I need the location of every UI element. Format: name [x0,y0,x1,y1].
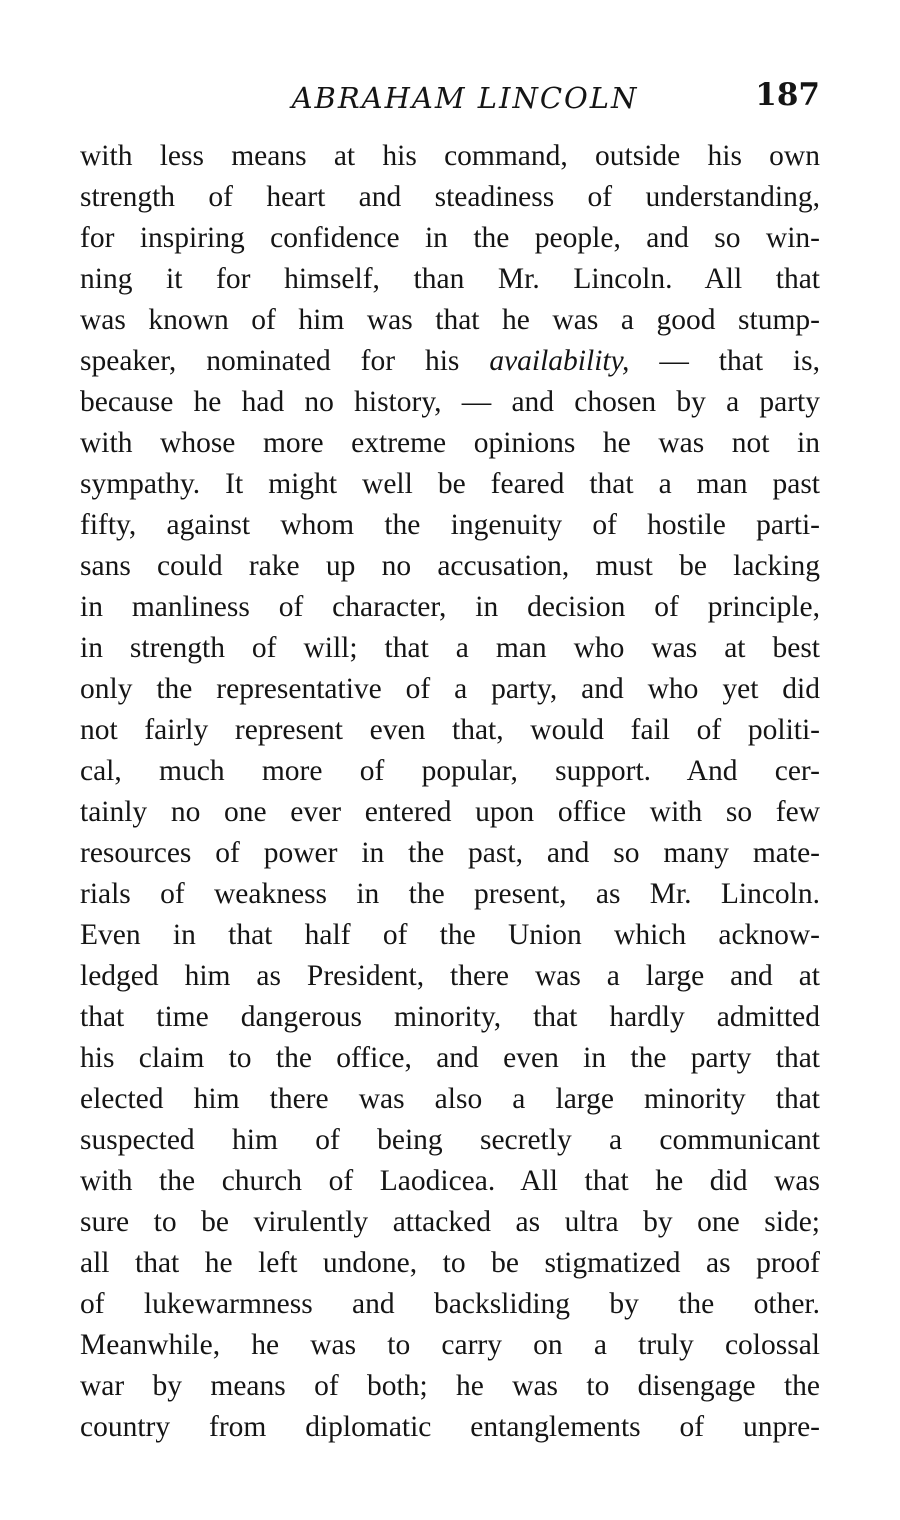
text-line: with the church of Laodicea. All that he did was [80,1165,820,1197]
text-line: for inspiring confidence in the people, and so win- [80,222,820,254]
text-line: strength of heart and steadiness of understanding, [80,181,820,213]
text-line: Even in that half of the Union which acknow- [80,919,820,951]
text-line: his claim to the office, and even in the party that [80,1042,820,1074]
text-line: of lukewarmness and backsliding by the other. [80,1288,820,1320]
text-segment: — that is, [629,345,820,377]
text-line: sympathy. It might well be feared that a man past [80,468,820,500]
page-number: 187 [755,77,820,113]
text-line: war by means of both; he was to disengage the [80,1370,820,1402]
text-line: tainly no one ever entered upon office with so few [80,796,820,828]
text-line: rials of weakness in the present, as Mr. Lincoln. [80,878,820,910]
text-line: Meanwhile, he was to carry on a truly colossal [80,1329,820,1361]
text-line: not fairly represent even that, would fail of politi- [80,714,820,746]
running-title: ABRAHAM LINCOLN [291,81,639,115]
text-line: elected him there was also a large minority that [80,1083,820,1115]
text-line: ning it for himself, than Mr. Lincoln. All that [80,263,820,295]
text-line: because he had no history, — and chosen by a party [80,386,820,418]
text-line-with-italic [80,341,820,382]
text-line: was known of him was that he was a good stump- [80,304,820,336]
text-line: cal, much more of popular, support. And cer- [80,755,820,787]
text-line: country from diplomatic entanglements of unpre- [80,1411,820,1443]
text-line: ledged him as President, there was a large and at [80,960,820,992]
text-line: resources of power in the past, and so many mate- [80,837,820,869]
text-segment: speaker, nominated for his [80,345,460,377]
text-line: in manliness of character, in decision of principle, [80,591,820,623]
body-text [80,136,820,1448]
text-line: sure to be virulently attacked as ultra by one side; [80,1206,820,1238]
text-line: sans could rake up no accusation, must be lacking [80,550,820,582]
text-line: all that he left undone, to be stigmatized as proof [80,1247,820,1279]
italic-word: availability, [489,345,630,377]
text-line: fifty, against whom the ingenuity of hostile parti- [80,509,820,541]
text-line: with whose more extreme opinions he was not in [80,427,820,459]
text-line: that time dangerous minority, that hardly admitted [80,1001,820,1033]
running-head [80,72,820,122]
text-line: only the representative of a party, and who yet did [80,673,820,705]
text-line: suspected him of being secretly a communicant [80,1124,820,1156]
text-line: with less means at his command, outside his own [80,140,820,172]
text-line: in strength of will; that a man who was at best [80,632,820,664]
